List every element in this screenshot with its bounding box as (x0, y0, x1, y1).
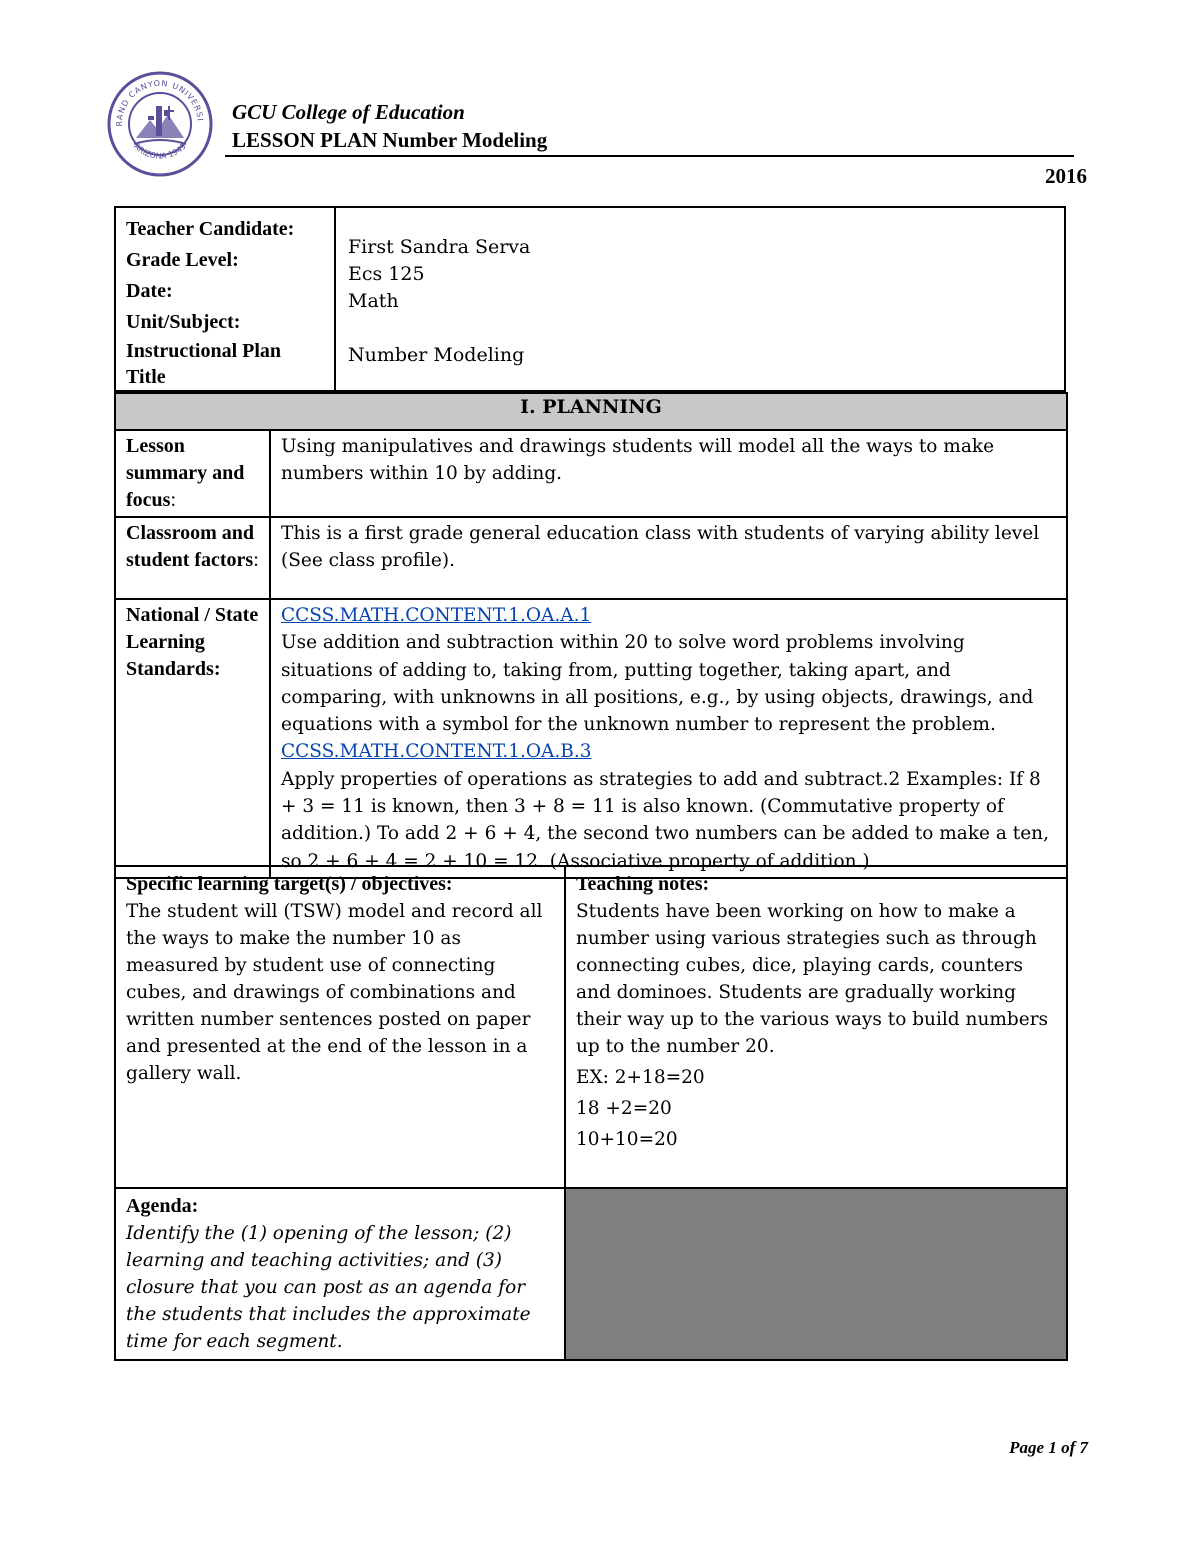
standard-text-1: Use addition and subtraction within 20 to solve word problems involving situations of adding to, taking from, putting together, taking apart, and comparing, with unknowns in all positions, e.g., by using objects, drawings, and equations with a symbol for the unknown number to represent the problem. (281, 632, 1034, 736)
summary-label: Lesson summary and focus (126, 435, 245, 511)
objectives-table (114, 865, 1068, 1361)
seal-top-text: RAND CANYON UNIVERSI (114, 78, 205, 127)
standard-link-2[interactable]: CCSS.MATH.CONTENT.1.OA.B.3 (281, 741, 592, 763)
university-seal (106, 70, 214, 178)
lesson-plan-title: LESSON PLAN Number Modeling (232, 128, 548, 152)
summary-label-colon: : (170, 489, 177, 511)
value-date: Math (348, 290, 399, 312)
college-name: GCU College of Education (232, 100, 465, 124)
value-teacher: First Sandra Serva (348, 236, 531, 258)
classroom-label-colon: : (253, 549, 259, 571)
seal-bottom-text: ARIZONA 1949 (132, 141, 188, 161)
summary-text: Using manipulatives and drawings students will model all the ways to make numbers within 10 by adding. (270, 430, 1067, 517)
planning-heading: I. PLANNING (115, 393, 1067, 430)
document-year: 2016 (1045, 164, 1087, 188)
document-header (232, 100, 547, 153)
example-2: 18 +2=20 (576, 1098, 672, 1119)
agenda-shaded-cell (565, 1188, 1067, 1360)
objectives-cell (115, 866, 565, 1188)
label-grade-level: Grade Level: (126, 249, 239, 271)
info-labels (116, 208, 336, 390)
summary-label-cell (115, 430, 270, 517)
label-date: Date: (126, 280, 173, 302)
page-number (1009, 1438, 1088, 1458)
agenda-cell (115, 1188, 565, 1360)
page-total: 7 (1079, 1438, 1088, 1457)
planning-table (114, 392, 1068, 879)
example-1: EX: 2+18=20 (576, 1067, 705, 1088)
standard-link-1[interactable]: CCSS.MATH.CONTENT.1.OA.A.1 (281, 605, 592, 626)
value-unit (348, 315, 530, 342)
page-current: 1 (1048, 1438, 1057, 1457)
of-word: of (1061, 1438, 1076, 1457)
svg-text:ARIZONA 1949 (132, 142, 188, 161)
teaching-notes-heading: Teaching notes: (576, 873, 710, 895)
label-unit-subject: Unit/Subject: (126, 311, 241, 333)
classroom-label-cell (115, 517, 270, 599)
agenda-text: Identify the (1) opening of the lesson; (2) learning and teaching activities; and (3) closure that you can post as an agenda for the students that includes the approximate time for each segment. (126, 1223, 531, 1352)
standards-cell (270, 599, 1067, 878)
classroom-text: This is a first grade general education class with students of varying ability level (See class profile). (270, 517, 1067, 599)
objectives-text: The student will (TSW) model and record all the ways to make the number 10 as measured by student use of connecting cubes, and drawings of combinations and written number sentences posted on paper and presented at the end of the lesson in a gallery wall. (126, 901, 543, 1084)
page-word: Page (1009, 1438, 1045, 1457)
classroom-label: Classroom and student factors (126, 522, 254, 571)
teaching-notes-cell (565, 866, 1067, 1188)
example-3: 10+10=20 (576, 1129, 678, 1150)
label-teacher-candidate: Teacher Candidate: (126, 218, 295, 240)
header-rule (225, 155, 1074, 157)
label-plan-title: Instructional Plan Title (126, 340, 282, 388)
agenda-heading: Agenda: (126, 1195, 199, 1217)
value-plan-title: Number Modeling (348, 344, 525, 366)
info-values (336, 208, 542, 390)
standards-label: National / State Learning Standards: (115, 599, 270, 878)
teaching-notes-text: Students have been working on how to make a number using various strategies such as through connecting cubes, dice, playing cards, counters and dominoes. Students are gradually working their way up to the various ways to build numbers up to the number 20. (576, 901, 1049, 1057)
standard-text-2: Apply properties of operations as strategies to add and subtract.2 Examples: If 8 + 3 = 11 is known, then 3 + 8 = 11 is also known. (Commutative property of addition.) To add 2 + 6 + 4, the second two numbers can be added to make a ten, so 2 + 6 + 4 = 2 + 10 = 12. (Associative property of addition.) (281, 768, 1049, 872)
info-table (114, 206, 1066, 392)
objectives-heading: Specific learning target(s) / objectives: (126, 873, 453, 895)
value-grade: Ecs 125 (348, 263, 425, 285)
